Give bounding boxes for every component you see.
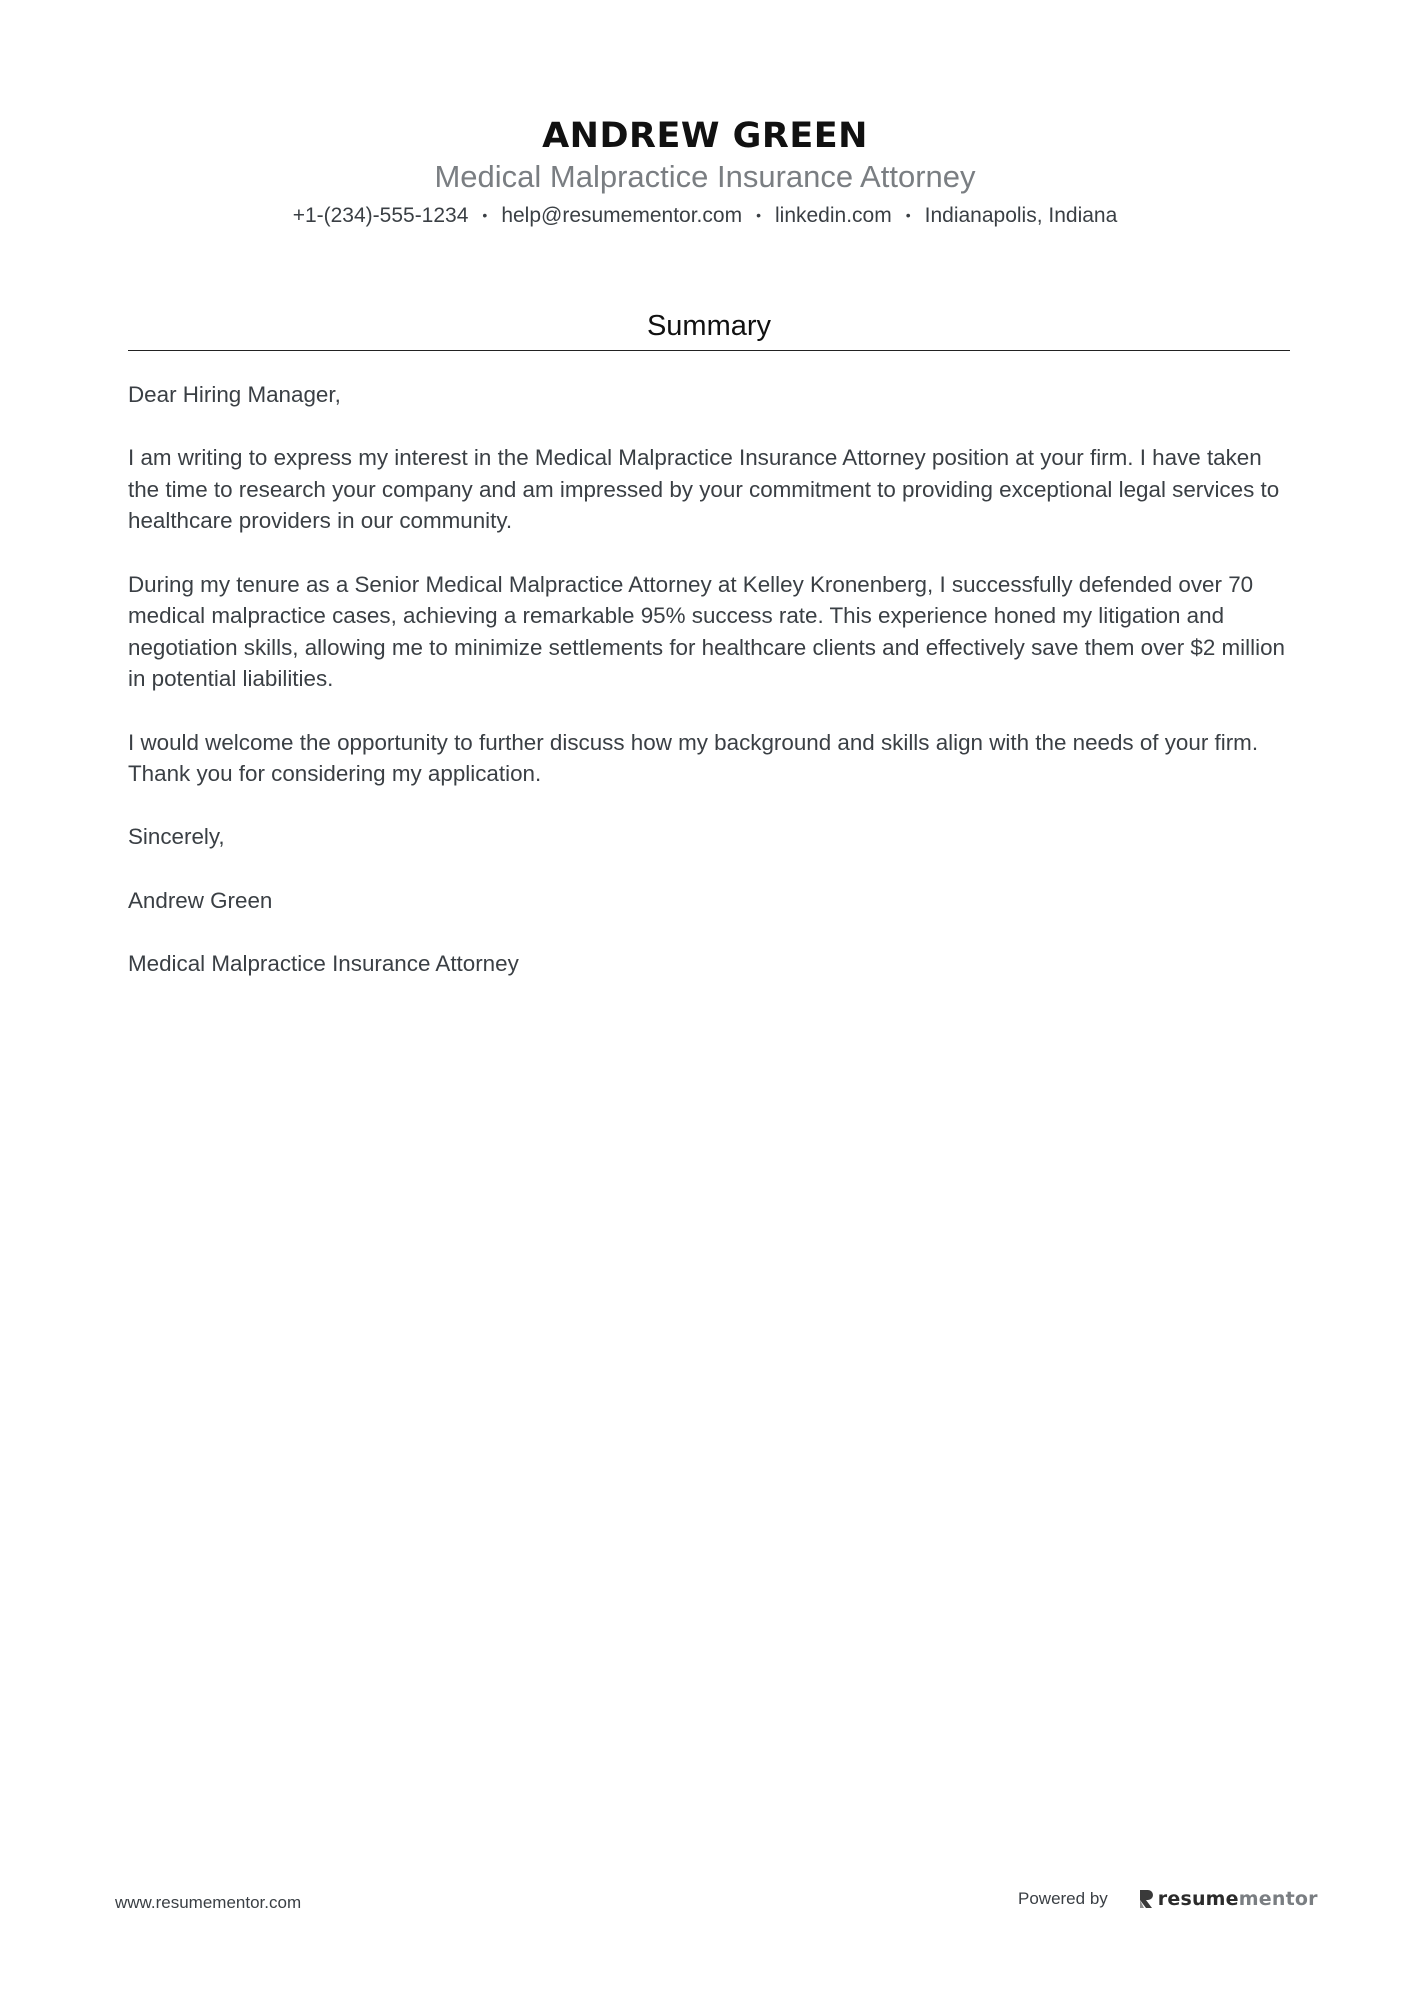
section-heading-summary: Summary [646, 310, 772, 342]
resumementor-logo-text: resumementor [1157, 1888, 1318, 1910]
contact-linkedin[interactable]: linkedin.com [774, 204, 892, 227]
letter-paragraph: I am writing to express my interest in the Medical Malpractice Insurance Attorney position at your firm. I have taken the time to research your company and am impressed by your commitment to providing exceptional legal services to healthcare providers in our community. [128, 445, 1280, 534]
letter-paragraph: I would welcome the opportunity to further discuss how my background and skills align with the needs of your firm. Thank you for considering my application. [128, 729, 1259, 787]
contact-location: Indianapolis, Indiana [924, 204, 1118, 227]
resumementor-logo-icon [1138, 1889, 1158, 1909]
footer-website[interactable]: www.resumementor.com [115, 1893, 302, 1912]
section-divider [128, 350, 1290, 351]
letter-body [128, 379, 1293, 1011]
contact-line [0, 200, 1410, 231]
contact-separator: • [482, 207, 488, 223]
signature-name: Andrew Green [128, 887, 273, 913]
letter-closing: Sincerely, [128, 824, 225, 850]
signature-title: Medical Malpractice Insurance Attorney [128, 950, 519, 976]
footer-branding [1018, 1888, 1318, 1910]
candidate-title: Medical Malpractice Insurance Attorney [434, 159, 976, 194]
letter-header [0, 112, 1410, 231]
contact-separator: • [905, 207, 911, 223]
candidate-name: ANDREW GREEN [542, 116, 868, 156]
contact-email[interactable]: help@resumementor.com [501, 204, 743, 227]
letter-greeting: Dear Hiring Manager, [128, 382, 341, 407]
resumementor-logo[interactable] [1138, 1888, 1318, 1910]
powered-by-label: Powered by [1018, 1889, 1108, 1908]
contact-separator: • [756, 207, 761, 223]
letter-paragraph: During my tenure as a Senior Medical Malpractice Attorney at Kelley Kronenberg, I successfully defended over 70 medical malpractice cases, achieving a remarkable 95% success rate. This experience honed my litigation and negotiation skills, allowing me to minimize settlements for healthcare clients and effectively save them over $2 million in potential liabilities. [128, 571, 1285, 692]
contact-phone: +1-(234)-555-1234 [292, 204, 469, 227]
